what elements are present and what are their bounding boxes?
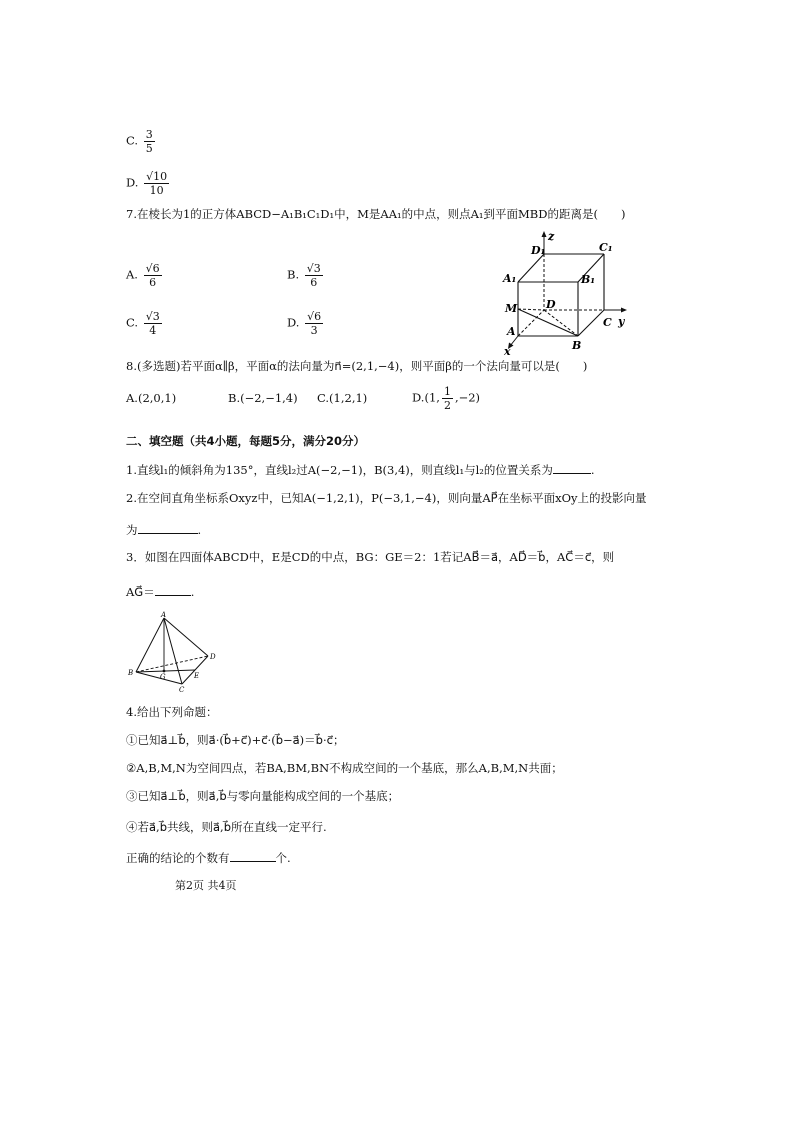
fill-question-3-line2: AG⃗＝ . xyxy=(126,585,195,599)
q6-option-d: D. $\frac{√10}{10}$ xyxy=(126,170,168,198)
answer-blank-1[interactable] xyxy=(553,462,591,474)
fill-question-2-line2: 为 . xyxy=(126,523,202,537)
proposition-3: ③已知a⃗⊥b⃗，则a⃗,b⃗与零向量能构成空间的一个基底； xyxy=(126,789,400,803)
proposition-4: ④若a⃗,b⃗共线，则a⃗,b⃗所在直线一定平行. xyxy=(126,820,327,834)
tet-label-c: C xyxy=(179,686,185,694)
fill-question-4-stem: 4.给出下列命题： xyxy=(126,705,218,719)
label-a1: A₁ xyxy=(503,272,517,285)
label-d1: D₁ xyxy=(531,244,546,257)
label-c: C xyxy=(603,316,612,329)
fill-question-2-line1: 2.在空间直角坐标系Oxyz中，已知A(−1,2,1)，P(−3,1,−4)，则向量AP⃗在坐标平面xOy上的投影向量 xyxy=(126,491,647,505)
q8-option-c: C.(1,2,1) xyxy=(317,391,368,405)
page-footer: 第2页 共4页 xyxy=(175,879,237,892)
label-y: y xyxy=(618,315,625,328)
label-a: A xyxy=(507,325,516,338)
q6-option-c: C. $\frac{3}{5}$ xyxy=(126,128,153,156)
section-title: 二、填空题（共4小题，每题5分，满分20分） xyxy=(126,434,366,448)
proposition-2: ②A,B,M,N为空间四点，若BA,BM,BN不构成空间的一个基底，那么A,B,M,N共面； xyxy=(126,761,563,775)
cube-figure xyxy=(500,228,635,358)
tetrahedron-figure xyxy=(126,610,226,694)
q8-option-d: D.(1, $\frac{1}{2}$ ,−2) xyxy=(412,385,481,413)
fill-question-1: 1.直线l₁的倾斜角为135°，直线l₂过A(−2,−1)，B(3,4)，则直线l₁与l₂的位置关系为 . xyxy=(126,463,595,477)
answer-blank-3[interactable] xyxy=(155,584,191,596)
q7-option-c: C. $\frac{√3}{4}$ xyxy=(126,310,160,338)
tet-label-g: G xyxy=(160,673,166,681)
proposition-1: ①已知a⃗⊥b⃗，则a⃗·(b⃗+c⃗)+c⃗·(b⃗−a⃗)＝b⃗·c⃗； xyxy=(126,733,345,747)
label-x: x xyxy=(504,345,511,358)
q8-stem: 8.(多选题)若平面α∥β，平面α的法向量为n⃗=(2,1,−4)，则平面β的一个法向量可以是( ) xyxy=(126,359,588,373)
label-m: M xyxy=(505,302,518,315)
q8-option-b: B.(−2,−1,4) xyxy=(228,391,298,405)
fill-question-4-conclusion: 正确的结论的个数有 个. xyxy=(126,851,291,865)
q7-stem: 7.在棱长为1的正方体ABCD−A₁B₁C₁D₁中，M是AA₁的中点，则点A₁到平面MBD的距离是( ) xyxy=(126,207,626,221)
label-d: D xyxy=(546,298,556,311)
tet-label-b: B xyxy=(128,669,134,677)
answer-blank-2[interactable] xyxy=(138,522,198,534)
tet-label-d: D xyxy=(210,653,216,661)
label-z: z xyxy=(548,230,555,243)
tet-label-a: A xyxy=(161,611,167,619)
q7-option-b: B. $\frac{√3}{6}$ xyxy=(287,262,321,290)
q8-option-a: A.(2,0,1) xyxy=(126,391,177,405)
answer-blank-4[interactable] xyxy=(230,850,276,862)
label-b: B xyxy=(572,339,582,352)
tet-label-e: E xyxy=(194,672,200,680)
label-b1: B₁ xyxy=(581,273,596,286)
label-c1: C₁ xyxy=(599,241,613,254)
q7-option-d: D. $\frac{√6}{3}$ xyxy=(287,310,322,338)
fill-question-3: 3．如图在四面体ABCD中，E是CD的中点，BG：GE＝2：1若记AB⃗＝a⃗，AD⃗＝b⃗，AC⃗＝c⃗，则 xyxy=(126,550,615,564)
q7-option-a: A. $\frac{√6}{6}$ xyxy=(126,262,160,290)
